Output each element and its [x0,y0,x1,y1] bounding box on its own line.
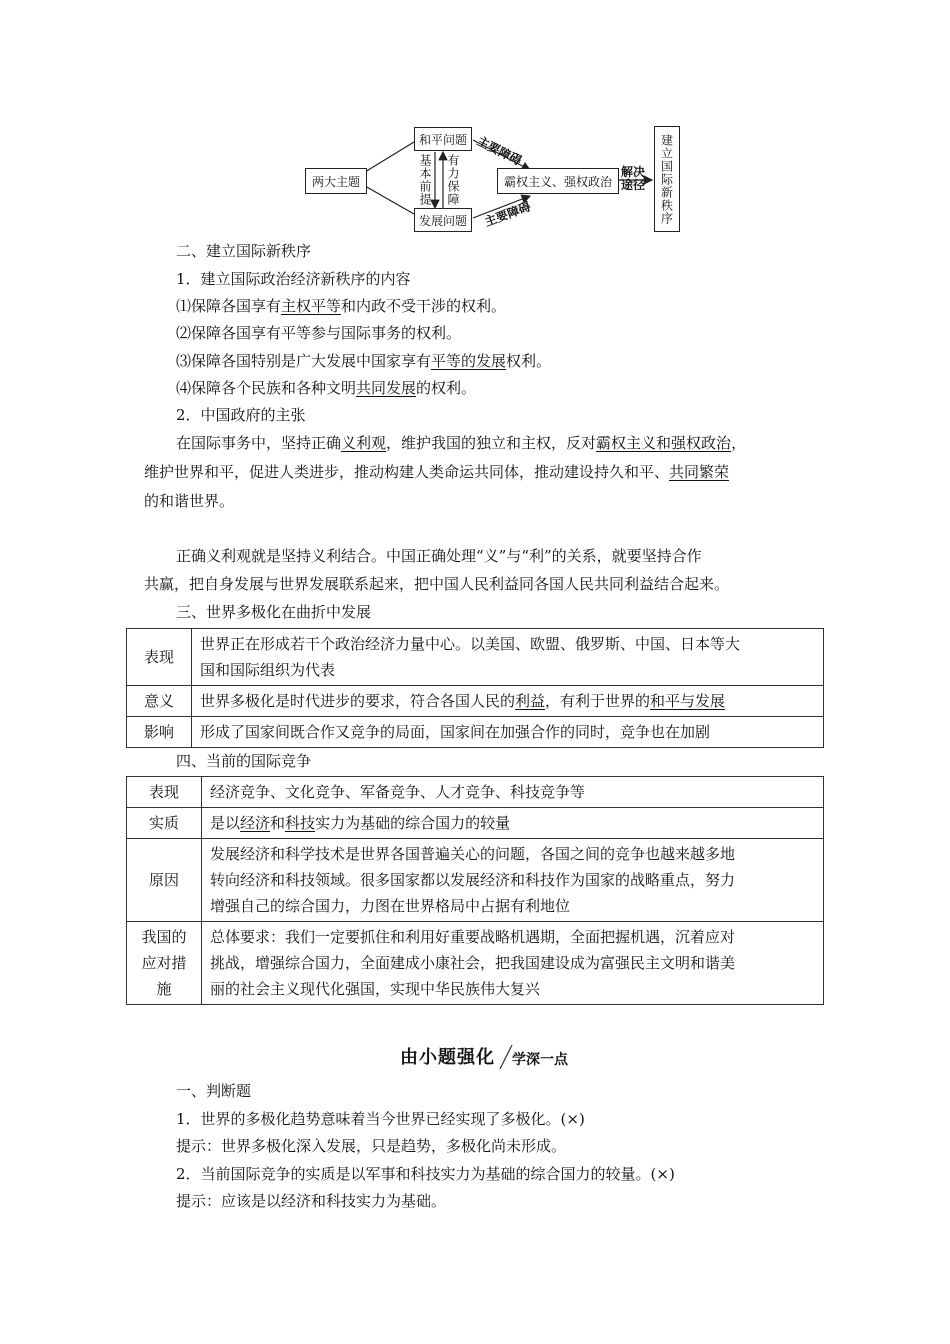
diagram-connectors [0,0,950,240]
section2-item4: ⑷保障各个民族和各种文明共同发展的权利。 [176,379,477,397]
label-strong-guarantee: 有力保障 [446,154,460,206]
banner-title: 由小题强化 [400,1047,495,1068]
row-body: 经济竞争、文化竞争、军备竞争、人才竞争、科技竞争等 [202,777,824,808]
node-new-order: 建立国际新秩序 [654,126,680,232]
row-body: 是以经济和科技实力为基础的综合国力的较量 [202,808,824,839]
section2-para-line2: 维护世界和平，促进人类进步，推动构建人类命运共同体，推动建设持久和平、共同繁荣 [144,463,730,481]
label-main-obstacle-bottom: 主要障碍 [482,199,533,230]
row-body: 发展经济和科学技术是世界各国普遍关心的问题，各国之间的竞争也越来越多地 转向经济和科技领域。很多国家都以发展经济和科技作为国家的战略重点，努力 增强自己的综合国力，力图在世界格局中占据有利地位 [202,839,824,922]
table-row [127,629,824,686]
multipolarity-table [126,628,824,748]
row-head-influence: 影响 [127,717,192,748]
node-two-themes: 两大主题 [305,168,367,194]
banner-subtitle: 学深一点 [512,1052,568,1068]
table-row [127,839,824,922]
section2-para-line1: 在国际事务中，坚持正确义利观，维护我国的独立和主权，反对霸权主义和强权政治， [176,434,747,452]
section2-item2: ⑵保障各国享有平等参与国际事务的权利。 [176,324,462,342]
row-body: 世界正在形成若干个政治经济力量中心。以美国、欧盟、俄罗斯、中国、日本等大 国和国际组织为代表 [192,629,824,686]
section2-sub1: 1．建立国际政治经济新秩序的内容 [176,270,411,288]
competition-table [126,776,824,1005]
row-head-manifestation: 表现 [127,777,202,808]
section4-heading: 四、当前的国际竞争 [176,752,312,770]
quiz-hint-1: 提示：世界多极化深入发展，只是趋势，多极化尚未形成。 [176,1137,567,1155]
section2-heading: 二、建立国际新秩序 [176,242,312,260]
section2-item1: ⑴保障各国享有主权平等和内政不受干涉的权利。 [176,297,507,315]
quiz-heading: 一、判断题 [176,1082,252,1100]
row-body: 形成了国家间既合作又竞争的局面，国家间在加强合作的同时，竞争也在加剧 [192,717,824,748]
table-row [127,686,824,717]
label-main-obstacle-top: 主要障碍 [474,133,524,169]
node-development: 发展问题 [414,208,472,232]
row-body: 总体要求：我们一定要抓住和利用好重要战略机遇期，全面把握机遇，沉着应对 挑战，增强综合国力，全面建成小康社会，把我国建设成为富强民主文明和谐美 丽的社会主义现代化强国，实现中华民族伟大复兴 [202,922,824,1005]
section2-para-line3: 的和谐世界。 [144,492,235,510]
row-body: 世界多极化是时代进步的要求，符合各国人民的利益，有利于世界的和平与发展 [192,686,824,717]
table-row [127,922,824,1005]
label-basic-premise: 基本前提 [418,154,432,206]
table-row [127,808,824,839]
section2-sub2: 2．中国政府的主张 [176,406,306,424]
table-row [127,777,824,808]
row-head-measures: 我国的 应对措 施 [127,922,202,1005]
quiz-question-2: 2．当前国际竞争的实质是以军事和科技实力为基础的综合国力的较量。(×) [176,1165,675,1183]
note-line1: 正确义利观就是坚持义利结合。中国正确处理“义”与“利”的关系，就要坚持合作 [176,547,702,565]
table-row [127,717,824,748]
note-line2: 共赢，把自身发展与世界发展联系起来，把中国人民利益同各国人民共同利益结合起来。 [144,575,730,593]
row-head-reason: 原因 [127,839,202,922]
row-head-manifestation: 表现 [127,629,192,686]
section-banner [400,1043,600,1073]
node-hegemonism: 霸权主义、强权政治 [497,168,619,194]
row-head-significance: 意义 [127,686,192,717]
node-peace: 和平问题 [414,127,472,151]
section3-heading: 三、世界多极化在曲折中发展 [176,603,372,621]
section2-item3: ⑶保障各国特别是广大发展中国家享有平等的发展权利。 [176,352,552,370]
quiz-hint-2: 提示：应该是以经济和科技实力为基础。 [176,1192,447,1210]
quiz-question-1: 1．世界的多极化趋势意味着当今世界已经实现了多极化。(×) [176,1110,585,1128]
row-head-essence: 实质 [127,808,202,839]
label-solution-path: 解决途径 [621,165,646,192]
